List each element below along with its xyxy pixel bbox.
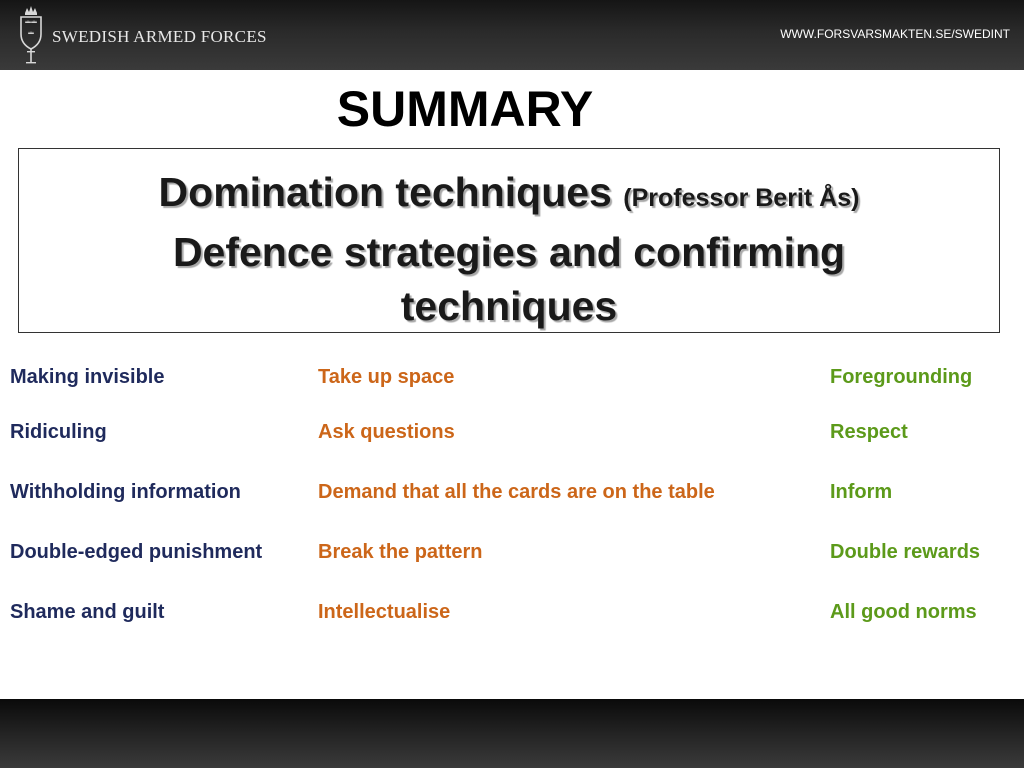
table-row [0, 539, 1024, 565]
confirming-technique: Respect [830, 421, 908, 443]
table-row [0, 364, 1024, 390]
domination-technique: Ridiculing [10, 421, 107, 443]
table-row [0, 419, 1024, 445]
site-url: WWW.FORSVARSMAKTEN.SE/SWEDINT [780, 27, 1010, 41]
header-bar [0, 0, 1024, 70]
defence-strategy: Ask questions [318, 421, 455, 443]
heading-attribution: (Professor Berit Ås) [623, 184, 860, 212]
defence-strategy: Intellectualise [318, 601, 451, 623]
org-name: SWEDISH ARMED FORCES [52, 27, 267, 46]
heading-line-3: techniques [400, 283, 618, 329]
heading-line-2: Defence strategies and confirming [172, 229, 846, 275]
domination-technique: Shame and guilt [10, 601, 165, 623]
slide-title: SUMMARY [336, 81, 594, 137]
confirming-technique: Inform [830, 481, 893, 503]
three-crowns-crest-icon [17, 4, 45, 66]
footer-bar [0, 699, 1024, 768]
confirming-technique: Foregrounding [830, 366, 973, 388]
table-row [0, 599, 1024, 625]
domination-technique: Double-edged punishment [10, 541, 263, 563]
defence-strategy: Take up space [318, 366, 455, 388]
heading-domination-techniques: Domination techniques [158, 169, 612, 215]
heading-line-1 [19, 165, 999, 225]
defence-strategy: Demand that all the cards are on the table [318, 481, 715, 503]
confirming-technique: Double rewards [830, 541, 981, 563]
table-row [0, 479, 1024, 505]
confirming-technique: All good norms [830, 601, 977, 623]
domination-technique: Making invisible [10, 366, 165, 388]
defence-strategy: Break the pattern [318, 541, 483, 563]
heading-box [18, 148, 1000, 333]
domination-technique: Withholding information [10, 481, 241, 503]
